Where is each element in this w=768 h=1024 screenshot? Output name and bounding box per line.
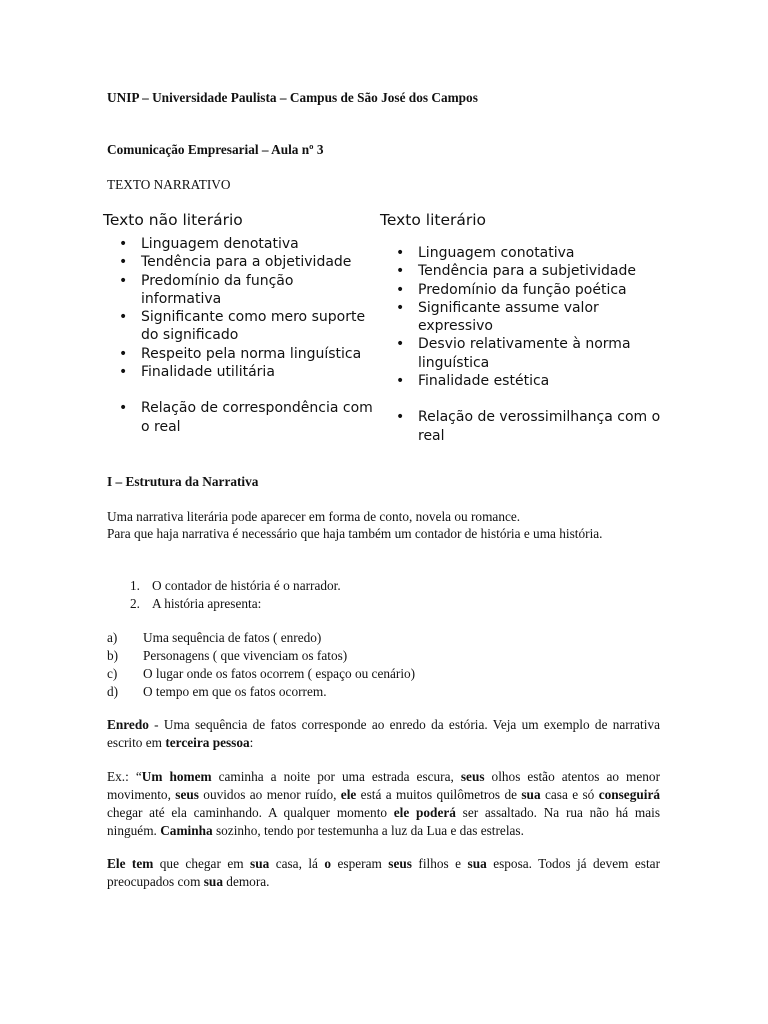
emphasis: sua (467, 856, 487, 871)
list-item (130, 595, 630, 613)
list-item (130, 577, 630, 595)
list-item (107, 665, 627, 683)
example-paragraph (107, 768, 660, 840)
lettered-list (107, 629, 627, 701)
emphasis: seus (460, 769, 485, 784)
left-bullet-list (113, 235, 378, 436)
list-letter: d) (107, 684, 119, 699)
text-run: ouvidos ao menor ruído, (198, 787, 341, 802)
text-run: sozinho, tendo por testemunha a luz da Lua e das estrelas. (212, 823, 524, 838)
emphasis: ele (340, 787, 357, 802)
text-run: ser assaltado. Na rua não há mais ninguém. (107, 805, 660, 838)
list-item: • Desvio relativamente à norma linguística (390, 335, 670, 372)
paragraph: Para que haja narrativa é necessário que haja também um contador de história e uma história. (107, 526, 603, 541)
list-item (107, 683, 627, 701)
list-item: • Finalidade estética (390, 372, 670, 390)
emphasis: sua (203, 874, 223, 889)
list-item: • Significante assume valor expressivo (390, 299, 670, 336)
emphasis: o (324, 856, 332, 871)
text-run: esperam (331, 856, 389, 871)
emphasis: sua (521, 787, 541, 802)
list-item: • Tendência para a subjetividade (390, 262, 670, 280)
section-heading: I – Estrutura da Narrativa (107, 474, 259, 489)
enredo-term: Enredo (107, 717, 149, 732)
list-item: • Respeito pela norma linguística (113, 345, 378, 363)
text-run: casa e só (540, 787, 599, 802)
list-letter: c) (107, 666, 118, 681)
enredo-paragraph (107, 716, 660, 752)
emphasis: seus (388, 856, 412, 871)
list-text: Personagens ( que vivenciam os fatos) (143, 648, 348, 663)
text-run: filhos e (411, 856, 468, 871)
emphasis: Um homem (141, 769, 212, 784)
list-item (107, 647, 627, 665)
list-number: 1. (130, 578, 140, 593)
list-text: O lugar onde os fatos ocorrem ( espaço ou cenário) (143, 666, 416, 681)
right-bullet-list (390, 244, 670, 445)
list-item: • Relação de correspondência com o real (113, 399, 378, 436)
list-item: • Linguagem denotativa (113, 235, 378, 253)
list-item: • Predomínio da função informativa (113, 272, 378, 309)
emphasis: terceira pessoa (165, 735, 250, 750)
list-item: • Predomínio da função poética (390, 281, 670, 299)
text-run: está a muitos quilômetros de (356, 787, 522, 802)
text-run: esposa. Todos já devem estar preocupados com (107, 856, 660, 889)
course-line: Comunicação Empresarial – Aula nº 3 (107, 142, 324, 157)
text-run: Ex.: “ (107, 769, 142, 784)
text-run: - Uma sequência de fatos corresponde ao enredo da estória. Veja um exemplo de narrativa escrito em (107, 717, 660, 750)
text-run: chegar até ela caminhando. A qualquer momento (107, 805, 394, 820)
emphasis: sua (250, 856, 270, 871)
list-item: • Linguagem conotativa (390, 244, 670, 262)
example-paragraph-continued (107, 855, 660, 891)
emphasis: Ele tem (107, 856, 154, 871)
text-run: caminha a noite por uma estrada escura, (211, 769, 461, 784)
list-item: • Tendência para a objetividade (113, 253, 378, 271)
list-text: Uma sequência de fatos ( enredo) (143, 630, 322, 645)
list-number: 2. (130, 596, 140, 611)
list-text: O tempo em que os fatos ocorrem. (143, 684, 327, 699)
emphasis: ele poderá (393, 805, 456, 820)
list-item: • Relação de verossimilhança com o real (390, 408, 670, 445)
topic-title: TEXTO NARRATIVO (107, 177, 231, 192)
emphasis: Caminha (160, 823, 213, 838)
text-run: : (249, 735, 254, 750)
right-column-title: Texto literário (380, 211, 487, 229)
text-run: olhos estão atentos ao menor movimento, (107, 769, 661, 802)
list-item: • Significante como mero suporte do significado (113, 308, 378, 345)
paragraph: Uma narrativa literária pode aparecer em forma de conto, novela ou romance. (107, 509, 521, 524)
list-item: • Finalidade utilitária (113, 363, 378, 381)
text-run: demora. (222, 874, 270, 889)
university-line: UNIP – Universidade Paulista – Campus de São José dos Campos (107, 90, 478, 105)
list-text: O contador de história é o narrador. (152, 578, 341, 593)
list-text: A história apresenta: (152, 596, 262, 611)
list-item (107, 629, 627, 647)
text-run: casa, lá (269, 856, 325, 871)
emphasis: conseguirá (598, 787, 660, 802)
list-letter: b) (107, 648, 119, 663)
left-column-title: Texto não literário (103, 211, 243, 229)
text-run: que chegar em (153, 856, 251, 871)
emphasis: seus (175, 787, 199, 802)
list-letter: a) (107, 630, 118, 645)
numbered-list (130, 577, 630, 613)
